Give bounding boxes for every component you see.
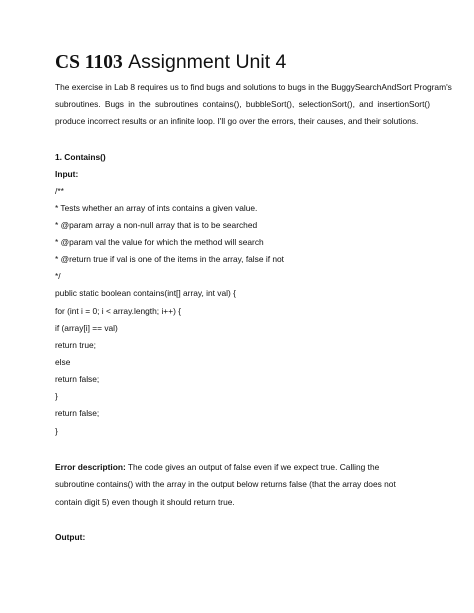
code-line: } xyxy=(55,426,58,436)
code-line: return false; xyxy=(55,408,100,418)
error-label: Error description: xyxy=(55,462,126,472)
error-description-line: subroutine contains() with the array in the output below returns false (that the array does not xyxy=(55,479,396,489)
code-line: * @param val the value for which the method will search xyxy=(55,237,264,247)
course-code: CS 1103 xyxy=(55,52,123,73)
input-label: Input: xyxy=(55,169,79,179)
code-line: * Tests whether an array of ints contains a given value. xyxy=(55,203,258,213)
page-title xyxy=(55,50,286,75)
code-line: * @param array a non-null array that is to be searched xyxy=(55,220,258,230)
section-heading: 1. Contains() xyxy=(55,152,106,162)
code-line: if (array[i] == val) xyxy=(55,323,118,333)
code-line: return true; xyxy=(55,340,96,350)
code-line: else xyxy=(55,357,71,367)
error-description-line xyxy=(55,462,379,472)
code-line: return false; xyxy=(55,374,100,384)
code-line: public static boolean contains(int[] array, int val) { xyxy=(55,288,236,298)
code-line: } xyxy=(55,391,58,401)
code-line: * @return true if val is one of the items in the array, false if not xyxy=(55,254,284,264)
intro-line: produce incorrect results or an infinite loop. I'll go over the errors, their causes, and their solutions. xyxy=(55,116,419,126)
error-description-line: contain digit 5) even though it should return true. xyxy=(55,497,235,507)
code-line: for (int i = 0; i < array.length; i++) { xyxy=(55,306,181,316)
code-line: /** xyxy=(55,186,64,196)
error-text: The code gives an output of false even if we expect true. Calling the xyxy=(125,462,380,472)
output-label: Output: xyxy=(55,532,86,542)
intro-line: subroutines. Bugs in the subroutines contains(), bubbleSort(), selectionSort(), and insertionSort() xyxy=(55,99,430,109)
intro-line: The exercise in Lab 8 requires us to find bugs and solutions to bugs in the BuggySearchAndSort Program's xyxy=(55,82,452,92)
code-line: */ xyxy=(55,271,61,281)
assignment-title: Assignment Unit 4 xyxy=(128,51,287,73)
